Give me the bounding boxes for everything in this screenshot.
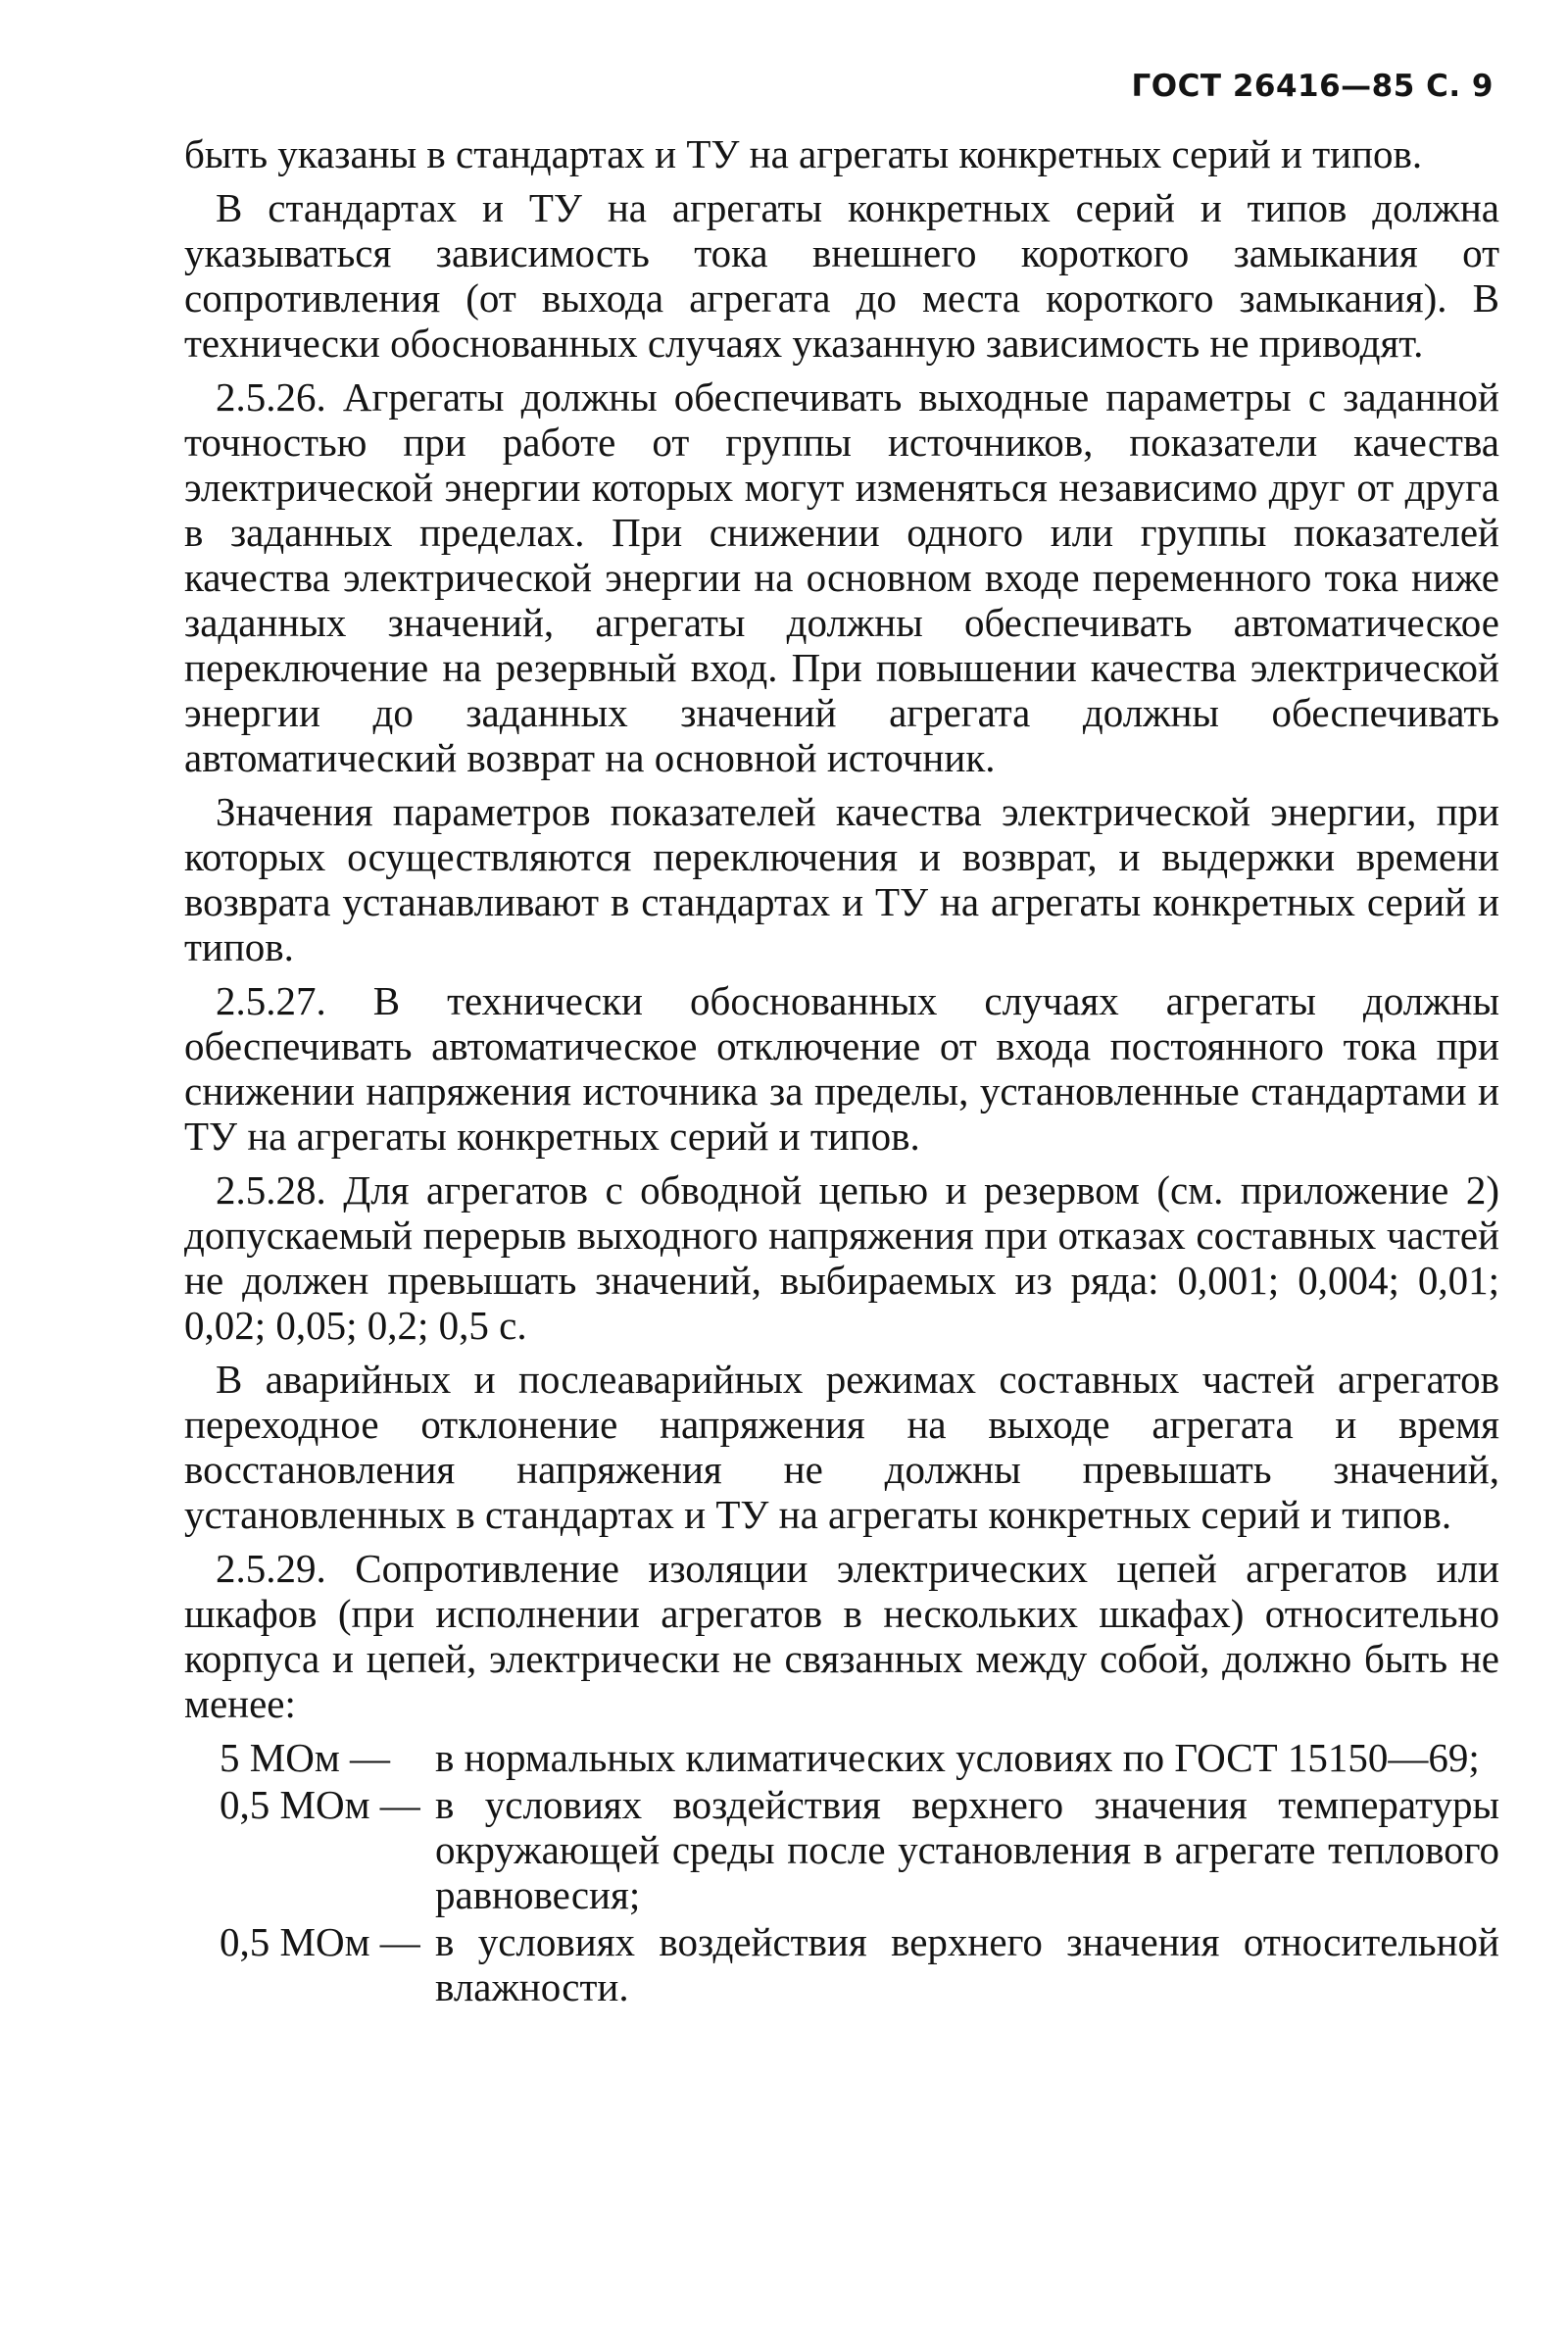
paragraph-short-circuit: В стандартах и ТУ на агрегаты конкретных серий и типов должна указываться зависимость тока внешнего короткого замыкания от сопротивления (от выхода агрегата до места короткого замыкания). В технически обоснованных случаях указанную зависимость не приводят. [184, 185, 1499, 366]
list-item [184, 1782, 1499, 1917]
resistance-value: 5 МОм — [220, 1735, 391, 1780]
paragraph-emergency-modes: В аварийных и послеаварийных режимах составных частей агрегатов переходное отклонение напряжения на выходе агрегата и время восстановления напряжения не должны превышать значений, установленных в стандартах и ТУ на агрегаты конкретных серий и типов. [184, 1357, 1499, 1537]
resistance-value: 0,5 МОм — [220, 1782, 420, 1827]
resistance-value: 0,5 МОм — [220, 1919, 420, 1964]
list-item [184, 1919, 1499, 2009]
condition-text: в условиях воздействия верхнего значения относительной влажности. [435, 1919, 1499, 2009]
clause-2-5-27: 2.5.27. В технически обоснованных случаях агрегаты должны обеспечивать автоматическое отключение от входа постоянного тока при снижении напряжения источника за пределы, установленные стандартами и ТУ на агрегаты конкретных серий и типов. [184, 978, 1499, 1159]
paragraph-continuation: быть указаны в стандартах и ТУ на агрегаты конкретных серий и типов. [184, 131, 1423, 176]
list-item [184, 1735, 1499, 1780]
condition-text: в нормальных климатических условиях по ГОСТ 15150—69; [435, 1735, 1480, 1780]
clause-2-5-28: 2.5.28. Для агрегатов с обводной цепью и резервом (см. приложение 2) допускаемый перерыв выходного напряжения при отказах составных частей не должен превышать значений, выбираемых из ряда: 0,001; 0,004; 0,01; 0,02; 0,05; 0,2; 0,5 с. [184, 1167, 1499, 1348]
insulation-resistance-list [184, 1735, 1499, 2009]
condition-text: в условиях воздействия верхнего значения температуры окружающей среды после установления в агрегате теплового равновесия; [435, 1782, 1499, 1917]
page-header: ГОСТ 26416—85 С. 9 [1131, 69, 1494, 104]
clause-2-5-29: 2.5.29. Сопротивление изоляции электрических цепей агрегатов или шкафов (при исполнении агрегатов в нескольких шкафах) относительно корпуса и цепей, электрически не связанных между собой, должно быть не менее: [184, 1546, 1499, 1726]
paragraph-switching-values: Значения параметров показателей качества электрической энергии, при которых осуществляются переключения и возврат, и выдержки времени возврата устанавливают в стандартах и ТУ на агрегаты конкретных серий и типов. [184, 789, 1499, 969]
clause-2-5-26: 2.5.26. Агрегаты должны обеспечивать выходные параметры с заданной точностью при работе от группы источников, показатели качества электрической энергии которых могут изменяться независимо друг от друга в заданных пределах. При снижении одного или группы показателей качества электрической энергии на основном входе переменного тока ниже заданных значений, агрегаты должны обеспечивать автоматическое переключение на резервный вход. При повышении качества электрической энергии до заданных значений агрегата должны обеспечивать автоматический возврат на основной источник. [184, 374, 1499, 780]
